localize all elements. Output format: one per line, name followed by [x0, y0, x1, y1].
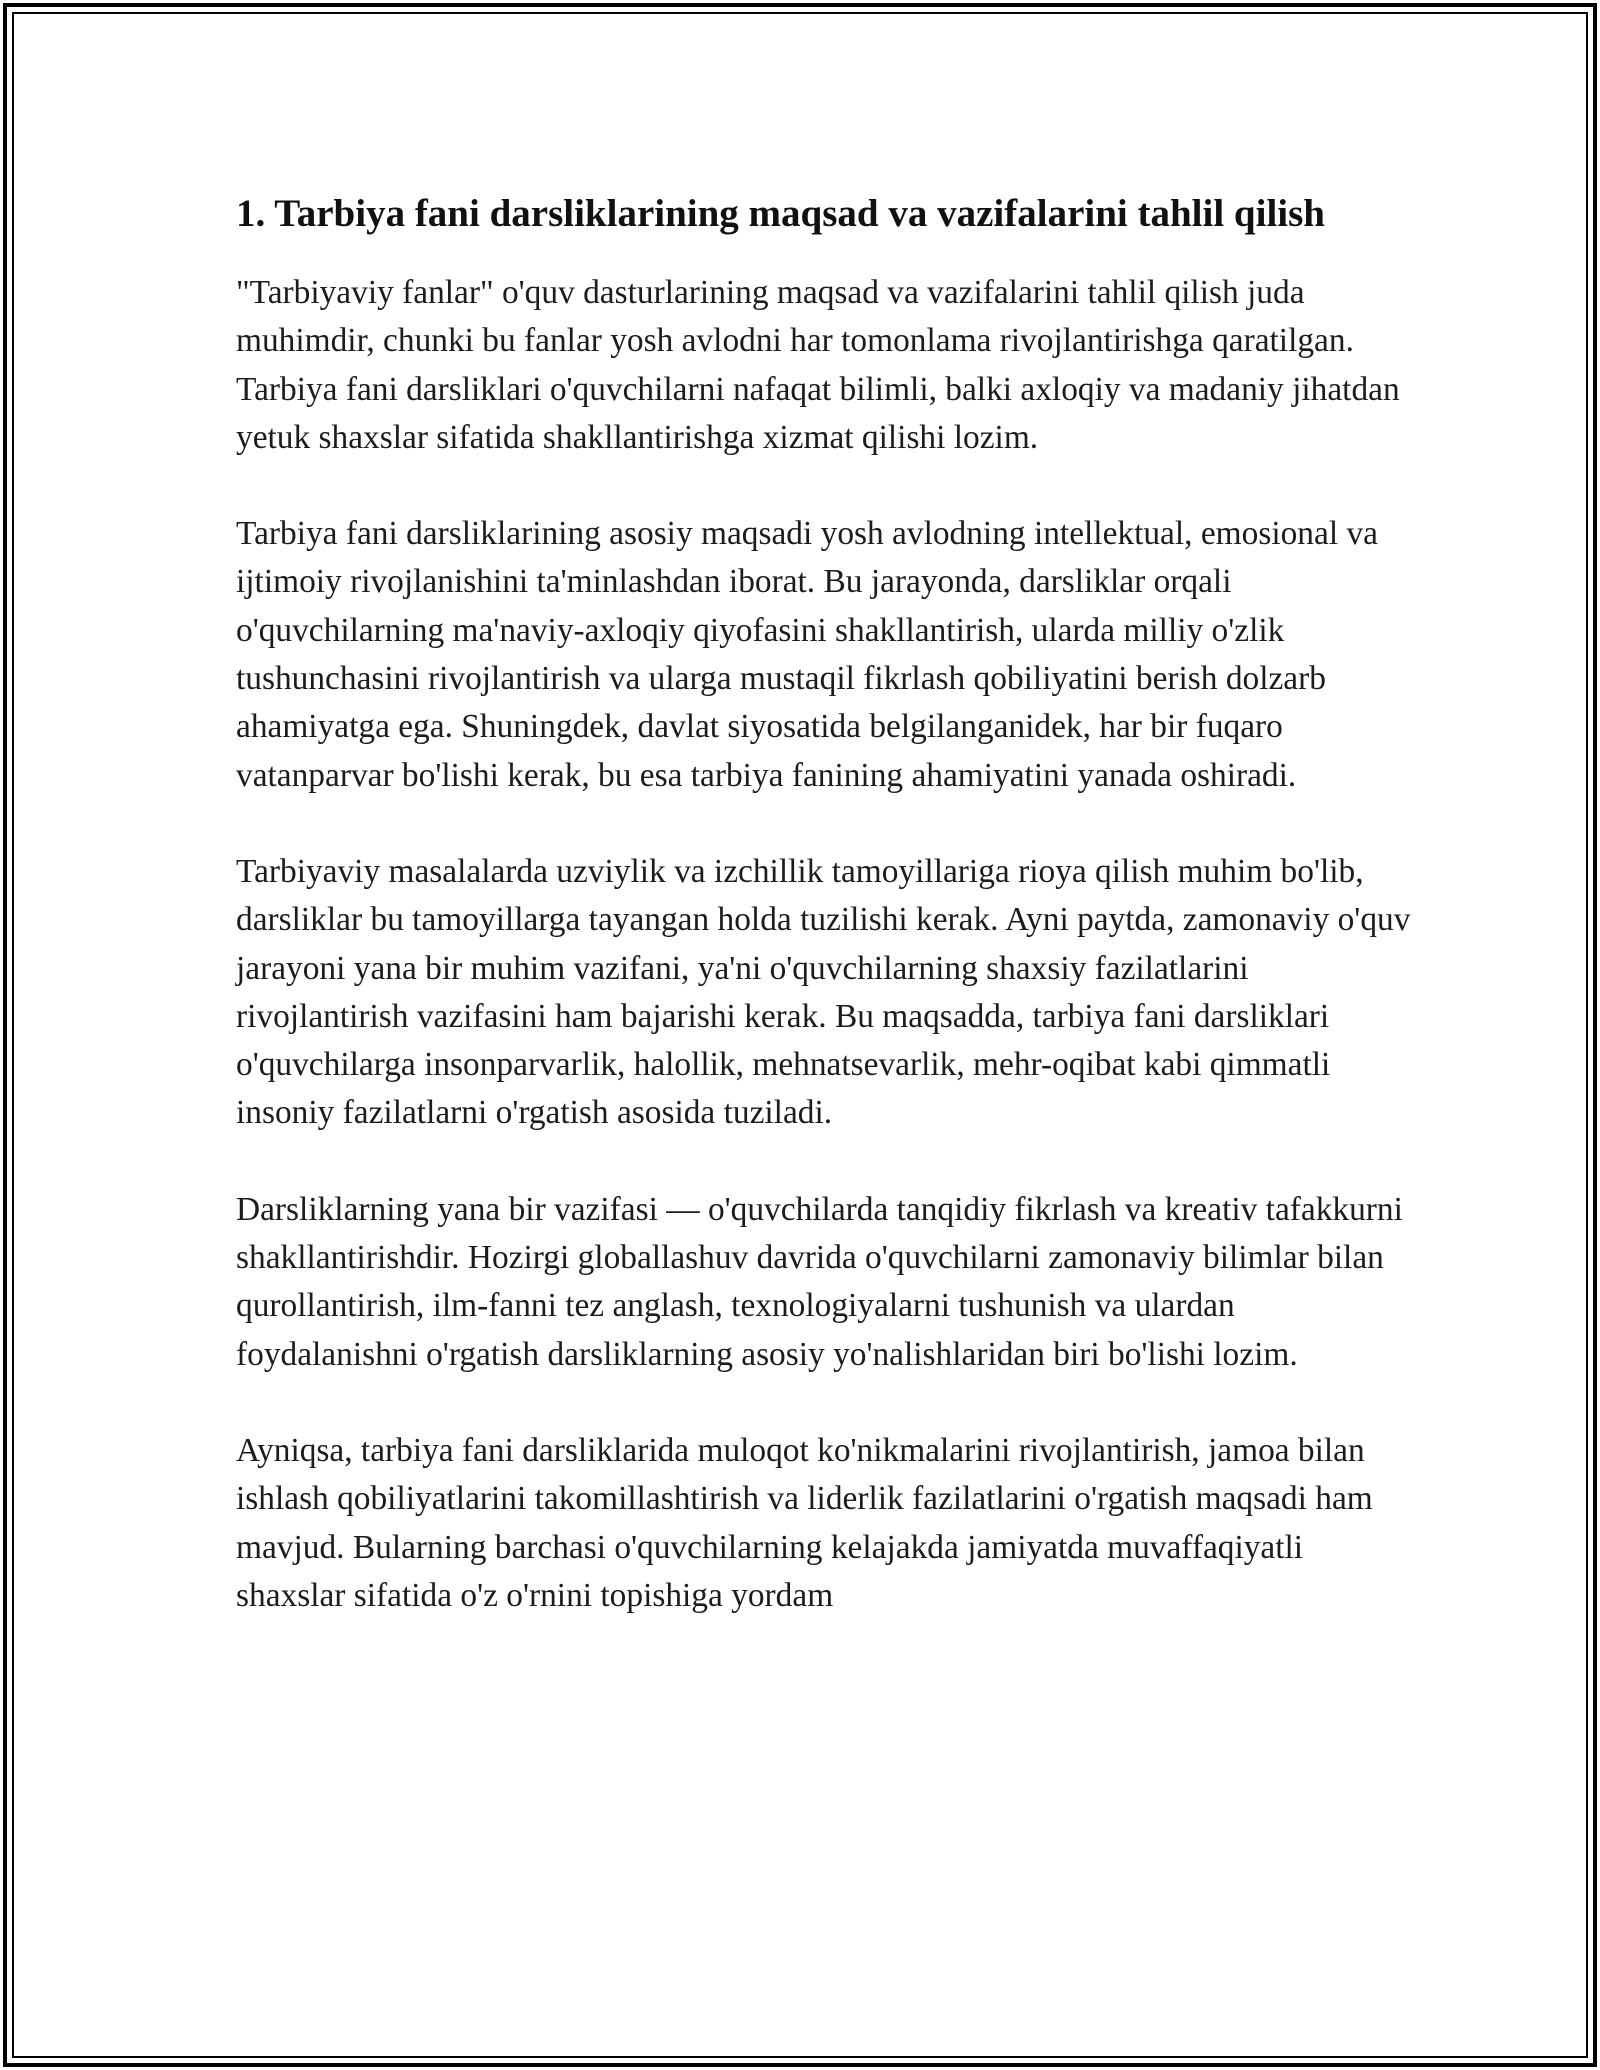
- paragraph-3: Tarbiyaviy masalalarda uzviylik va izchillik tamoyillariga rioya qilish muhim bo'lib, darsliklar bu tamoyillarga tayangan holda tuzilishi kerak. Ayni paytda, zamonaviy o'quv jarayoni yana bir muhim vazifani, ya'ni o'quvchilarning shaxsiy fazilatlarini rivojlantirish vazifasini ham bajarishi kerak. Bu maqsadda, tarbiya fani darsliklari o'quvchilarga insonparvarlik, halollik, mehnatsevarlik, mehr-oqibat kabi qimmatli insoniy fazilatlarni o'rgatish asosida tuziladi.: [236, 852, 1411, 1132]
- paragraph-1: "Tarbiyaviy fanlar" o'quv dasturlarining maqsad va vazifalarini tahlil qilish juda muhimdir, chunki bu fanlar yosh avlodni har tomonlama rivojlantirishga qaratilgan. Tarbiya fani darsliklari o'quvchilarni nafaqat bilimli, balki axloqiy va madaniy jihatdan yetuk shaxslar sifatida shakllantirishga xizmat qilishi lozim.: [236, 274, 1400, 456]
- document-body: [236, 186, 1416, 1668]
- paragraph-4: Darsliklarning yana bir vazifasi — o'quvchilarda tanqidiy fikrlash va kreativ tafakkurni shakllantirishdir. Hozirgi globallashuv davrida o'quvchilarni zamonaviy bilimlar bilan qurollantirish, ilm-fanni tez anglash, texnologiyalarni tushunish va ulardan foydalanishni o'rgatish darsliklarning asosiy yo'nalishlaridan biri bo'lishi lozim.: [236, 1190, 1403, 1373]
- section-heading: 1. Tarbiya fani darsliklarining maqsad va vazifalarini tahlil qilish: [236, 192, 1325, 235]
- paragraph-2: Tarbiya fani darsliklarining asosiy maqsadi yosh avlodning intellektual, emosional va ijtimoiy rivojlanishini ta'minlashdan iborat. Bu jarayonda, darsliklar orqali o'quvchilarning ma'naviy-axloqiy qiyofasini shakllantirish, ularda milliy o'zlik tushunchasini rivojlantirish va ularga mustaqil fikrlash qobiliyatini berish dolzarb ahamiyatga ega. Shuningdek, davlat siyosatida belgilanganidek, har bir fuqaro vatanparvar bo'lishi kerak, bu esa tarbiya fanining ahamiyatini yanada oshiradi.: [236, 515, 1378, 794]
- paragraph-5: Ayniqsa, tarbiya fani darsliklarida muloqot ko'nikmalarini rivojlantirish, jamoa bilan ishlash qobiliyatlarini takomillashtirish va liderlik fazilatlarini o'rgatish maqsadi ham mavjud. Bularning barchasi o'quvchilarning kelajakda jamiyatda muvaffaqiyatli shaxslar sifatida o'z o'rnini topishiga yordam: [236, 1431, 1373, 1614]
